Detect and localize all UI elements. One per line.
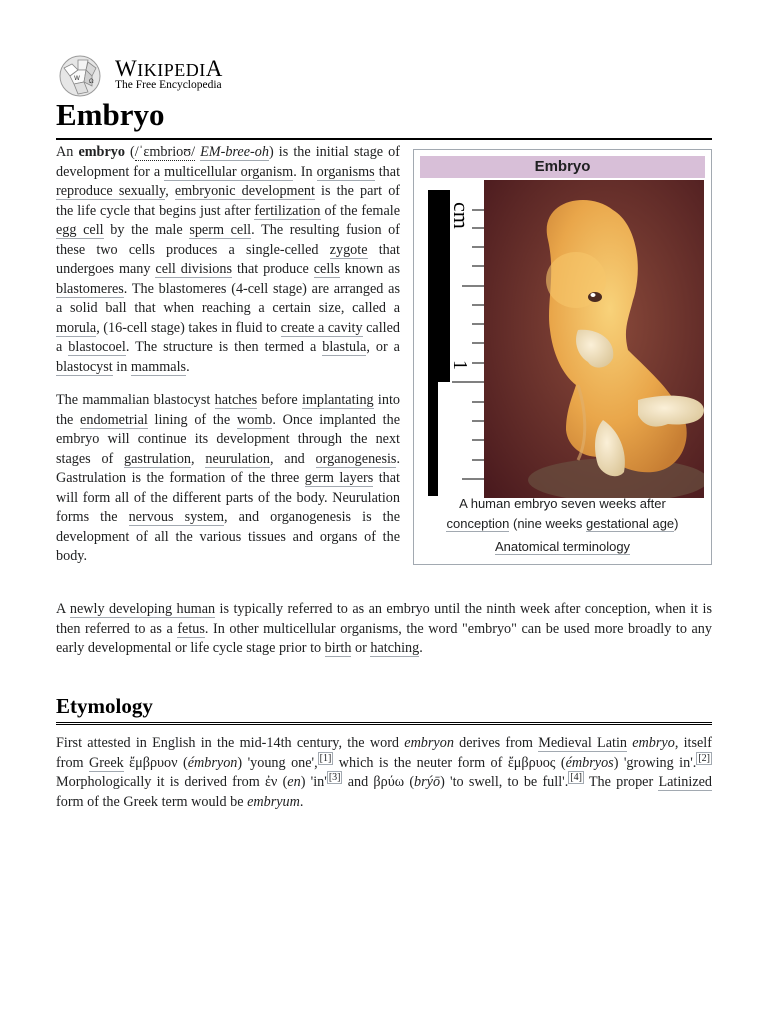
link-medieval-latin[interactable]: Medieval Latin (538, 735, 627, 751)
link-blastocyst[interactable]: blastocyst (56, 358, 113, 375)
link-gastrulation[interactable]: gastrulation (124, 450, 192, 467)
link-cell-divisions[interactable]: cell divisions (155, 261, 233, 277)
link-organisms[interactable]: organisms (316, 163, 375, 180)
svg-text:Ω: Ω (89, 78, 94, 85)
svg-text:W: W (74, 75, 80, 82)
link-fertilization[interactable]: fertilization (254, 202, 321, 219)
lead-paragraph-2: The mammalian blastocyst hatches before implantating into the endometrial lining of the womb. Once implanted the embryo will continue its development through the next stages of gastrulation, neurulation, and organogenesis. Gastrulation is the formation of the three germ layers that will form all of the different parts of the body. Neurulation forms the nervous system, and organogenesis is the development of all the various tissues and organs of the body. (56, 392, 401, 564)
link-multicellular-organism[interactable]: multicellular organism (164, 163, 294, 180)
link-blastomeres[interactable]: blastomeres (56, 280, 124, 297)
link-nervous-system[interactable]: nervous system (128, 509, 224, 525)
scale-unit-label: cm (449, 202, 474, 229)
link-blastula[interactable]: blastula (322, 339, 367, 355)
lead-paragraph-1: An embryo (/ˈɛmbrioʊ/ EM-bree-oh) is the initial stage of development for a multicellular organism. In organisms that reproduce sexually, embryonic development is the part of the life cycle that begins just after fertilization of the female egg cell by the male sperm cell. The resulting fusion of these two cells produces a single-celled zygote that undergoes many cell divisions that produce cells known as blastomeres. The blastomeres (4-cell stage) are arranged as a solid ball that when reaching a certain size, called a morula, (16-cell stage) takes in fluid to create a cavity called a blastocoel. The structure is then termed a blastula, or a blastocyst in mammals. (56, 144, 401, 375)
link-create-a-cavity[interactable]: create a cavity (280, 319, 363, 336)
respelling-link[interactable]: EM-bree-oh (200, 144, 269, 160)
link-organogenesis[interactable]: organogenesis (315, 450, 397, 467)
page-title: Embryo (56, 92, 712, 140)
ipa-pronunciation[interactable]: /ˈɛmbrioʊ/ (134, 144, 196, 160)
lead-section (56, 143, 400, 581)
link-neurulation[interactable]: neurulation (205, 450, 270, 467)
link-implantating[interactable]: implantating (301, 392, 374, 408)
link-womb[interactable]: womb (236, 411, 273, 428)
wikipedia-wordmark: WIKIPEDIA (115, 56, 223, 81)
link-embryonic-development[interactable]: embryonic development (174, 183, 315, 199)
link-cells[interactable]: cells (313, 261, 340, 277)
link-endometrial[interactable]: endometrial (80, 411, 148, 428)
infobox-terminology (420, 539, 705, 554)
link-hatches[interactable]: hatches (214, 392, 258, 408)
link-latinized[interactable]: Latinized (658, 774, 713, 790)
reference-2[interactable]: [2] (698, 752, 710, 764)
reference-1[interactable]: [1] (319, 752, 332, 764)
link-mammals[interactable]: mammals (130, 358, 187, 375)
infobox (413, 149, 712, 565)
link-gestational-age[interactable]: gestational age (585, 515, 675, 531)
embryo-photo[interactable] (428, 180, 704, 498)
link-blastocoel[interactable]: blastocoel (68, 339, 126, 355)
infobox-title: Embryo (420, 156, 705, 178)
link-newly-developing-human[interactable]: newly developing human (69, 601, 216, 617)
reference-3[interactable]: [3] (328, 772, 341, 784)
link-reproduce-sexually[interactable]: reproduce sexually (56, 183, 166, 199)
link-greek[interactable]: Greek (89, 754, 124, 771)
link-anatomical-terminology[interactable]: Anatomical terminology (494, 539, 631, 554)
link-hatching[interactable]: hatching (370, 640, 420, 656)
scale-mark-label: 1 (449, 360, 471, 370)
link-fetus[interactable]: fetus (177, 620, 205, 637)
reference-4[interactable]: [4] (570, 772, 582, 784)
link-morula[interactable]: morula (56, 319, 97, 336)
link-conception[interactable]: conception (446, 515, 510, 531)
link-birth[interactable]: birth (324, 640, 352, 656)
link-egg-cell[interactable]: egg cell (56, 222, 104, 238)
etymology-paragraph: First attested in English in the mid-14th century, the word embryon derives from Medieval Latin embryo, itself from Greek ἔμβρυον (émbryon) 'young one', [1] which is the neuter form of ἔμβρυος (émbryos) 'growing in'. [2] Morphologically it is derived from ἐν (en) 'in' [3] and βρύω (brýō) 'to swell, to be full'. [4] The proper Latinized form of the Greek term would be embryum. (56, 735, 713, 810)
link-sperm-cell[interactable]: sperm cell (189, 222, 252, 238)
paragraph-3: A newly developing human is typically referred to as an embryo until the ninth week after conception, when it is then referred to as a fetus. In other multicellular organisms, the word "embryo" can be used more broadly to any early developmental or life cycle stage prior to birth or hatching. (56, 601, 712, 656)
link-germ-layers[interactable]: germ layers (304, 470, 374, 486)
wikipedia-tagline: The Free Encyclopedia (115, 79, 222, 91)
link-zygote[interactable]: zygote (329, 241, 368, 258)
infobox-caption: A human embryo seven weeks after conception (nine weeks gestational age) (446, 496, 679, 531)
etymology-heading: Etymology (56, 690, 712, 725)
